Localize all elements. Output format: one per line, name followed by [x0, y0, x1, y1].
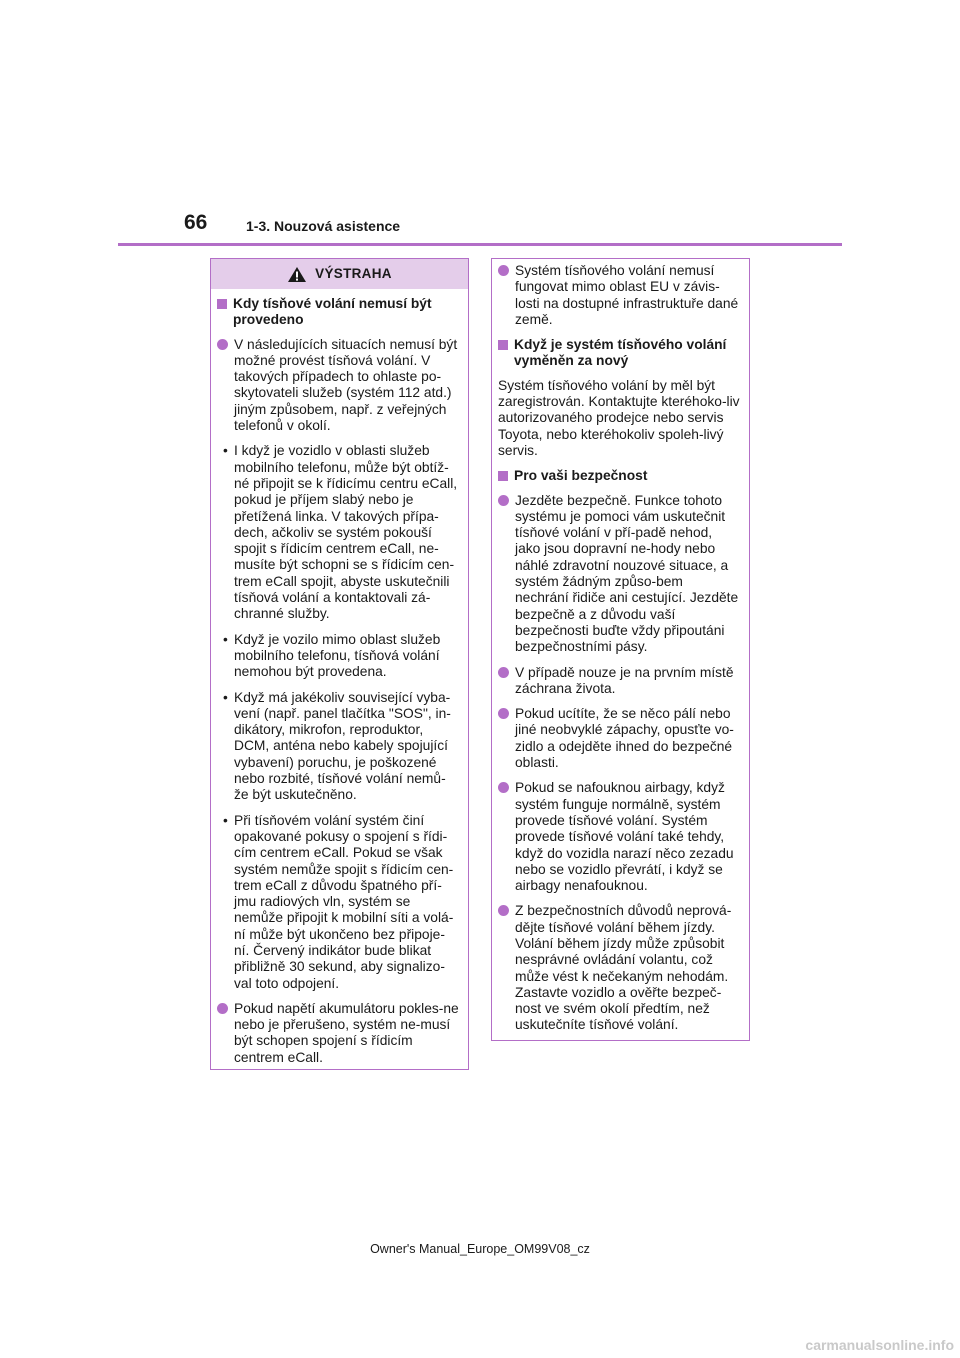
square-bullet-icon [498, 340, 508, 350]
list-item: Systém tísňového volání nemusí fungovat mimo oblast EU v závis-losti na dostupné infrastruktuře dané země. [498, 263, 740, 328]
list-item: • Když je vozilo mimo oblast služeb mobilního telefonu, tísňová volání nemohou být provedena. [217, 632, 459, 681]
circle-bullet-icon [498, 495, 509, 506]
square-bullet-icon [498, 471, 508, 481]
replacement-paragraph: Systém tísňového volání by měl být zaregistrován. Kontaktujte kteréhoko-liv autorizovaného prodejce nebo servis Toyota, nebo kteréhokoliv spoleh-livý servis. [498, 377, 740, 458]
list-item: V případě nouze je na prvním místě záchrana života. [498, 665, 740, 698]
header-divider [118, 243, 842, 246]
list-item: Jezděte bezpečně. Funkce tohoto systému je pomoci vám uskutečnit tísňové volání v pří-padě nehod, jako jsou dopravní ne-hody nebo náhlé zdravotní nouzové situace, a systém žádným způso-bem nechrání řidiče ani cestující. Jezděte bezpečně a z důvodu vaší bezpečnosti buďte vždy připoutáni bezpečnostními pásy. [498, 493, 740, 656]
list-item: Pokud se nafouknou airbagy, když systém funguje normálně, systém provede tísňové volání. Systém provede tísňové volání také tehdy, když do vozidla narazí něco zezadu nebo se vozidlo převrátí, i když se airbagy nenafouknou. [498, 780, 740, 894]
dot-bullet: • [223, 443, 228, 459]
circle-bullet-icon [498, 265, 509, 276]
circle-bullet-icon [217, 1003, 228, 1014]
dot-bullet: • [223, 631, 228, 647]
circle-bullet-icon [498, 905, 509, 916]
warning-body [211, 289, 468, 1066]
warning-heading-text: Kdy tísňové volání nemusí být provedeno [233, 296, 432, 328]
circle-bullet-icon [498, 667, 509, 678]
info-box [491, 258, 750, 1041]
list-item: • Při tísňovém volání systém činí opakované pokusy o spojení s řídi-cím centrem eCall. Pokud se však systém nemůže spojit s řídicím cen-trem eCall z důvodu špatného pří-jmu radiových vln, systém se nemůže připojit k mobilní síti a volá-ní může být ukončeno bez připoje-ní. Červený indikátor bude blikat přibližně 30 sekund, aby signalizo-val toto odpojení. [217, 813, 459, 992]
circle-bullet-icon [498, 782, 509, 793]
safety-heading: Pro vaši bezpečnost [498, 468, 740, 484]
list-item: • Když má jakékoliv související vyba-vení (např. panel tlačítka "SOS", in-dikátory, mikrofon, reproduktor, DCM, anténa nebo kabely spojující vybavení) poruchu, je poškozené nebo rozbité, tísňové volání nemů-že být uskutečněno. [217, 690, 459, 804]
list-item: V následujících situacích nemusí být možné provést tísňová volání. V takových případech to ohlaste po-skytovateli služeb (systém 112 atd.) jiným způsobem, např. z veřejných telefonů v okolí. [217, 337, 459, 435]
warning-banner [211, 259, 468, 289]
watermark: carmanualsonline.info [805, 1337, 954, 1353]
warning-triangle-icon [287, 266, 307, 283]
circle-bullet-icon [217, 339, 228, 350]
warning-label: VÝSTRAHA [315, 265, 392, 281]
footer-manual-id: Owner's Manual_Europe_OM99V08_cz [370, 1242, 590, 1256]
square-bullet-icon [217, 299, 227, 309]
page-number: 66 [184, 211, 208, 234]
list-item: Z bezpečnostních důvodů neprová-dějte tísňové volání během jízdy. Volání během jízdy může způsobit nesprávné ovládání volantu, což může vést k nečekaným nehodám. Zastavte vozidlo a ověřte bezpeč-nost ve svém okolí předtím, než uskutečníte tísňové volání. [498, 903, 740, 1033]
list-item: Pokud napětí akumulátoru pokles-ne nebo je přerušeno, systém ne-musí být schopen spojení s řídicím centrem eCall. [217, 1001, 459, 1066]
warning-heading [217, 296, 459, 329]
section-title: 1-3. Nouzová asistence [246, 218, 401, 234]
warning-box [210, 258, 469, 1070]
circle-bullet-icon [498, 708, 509, 719]
list-item: • I když je vozidlo v oblasti služeb mobilního telefonu, může být obtíž-né připojit se k řídicímu centru eCall, pokud je příjem slabý nebo je přetížená linka. V takových přípa-dech, ačkoliv se systém pokouší spojit s řídicím centrem eCall, ne-musíte být schopni se s řídicím cen-trem eCall spojit, abyste uskutečnili tísňová volání a kontaktovali zá-chranné služby. [217, 443, 459, 622]
dot-bullet: • [223, 812, 228, 828]
dot-bullet: • [223, 689, 228, 705]
replacement-heading: Když je systém tísňového volání vyměněn za nový [498, 337, 740, 370]
list-item: Pokud ucítíte, že se něco pálí nebo jiné neobvyklé zápachy, opusťte vo-zidlo a odejděte ihned do bezpečné oblasti. [498, 706, 740, 771]
